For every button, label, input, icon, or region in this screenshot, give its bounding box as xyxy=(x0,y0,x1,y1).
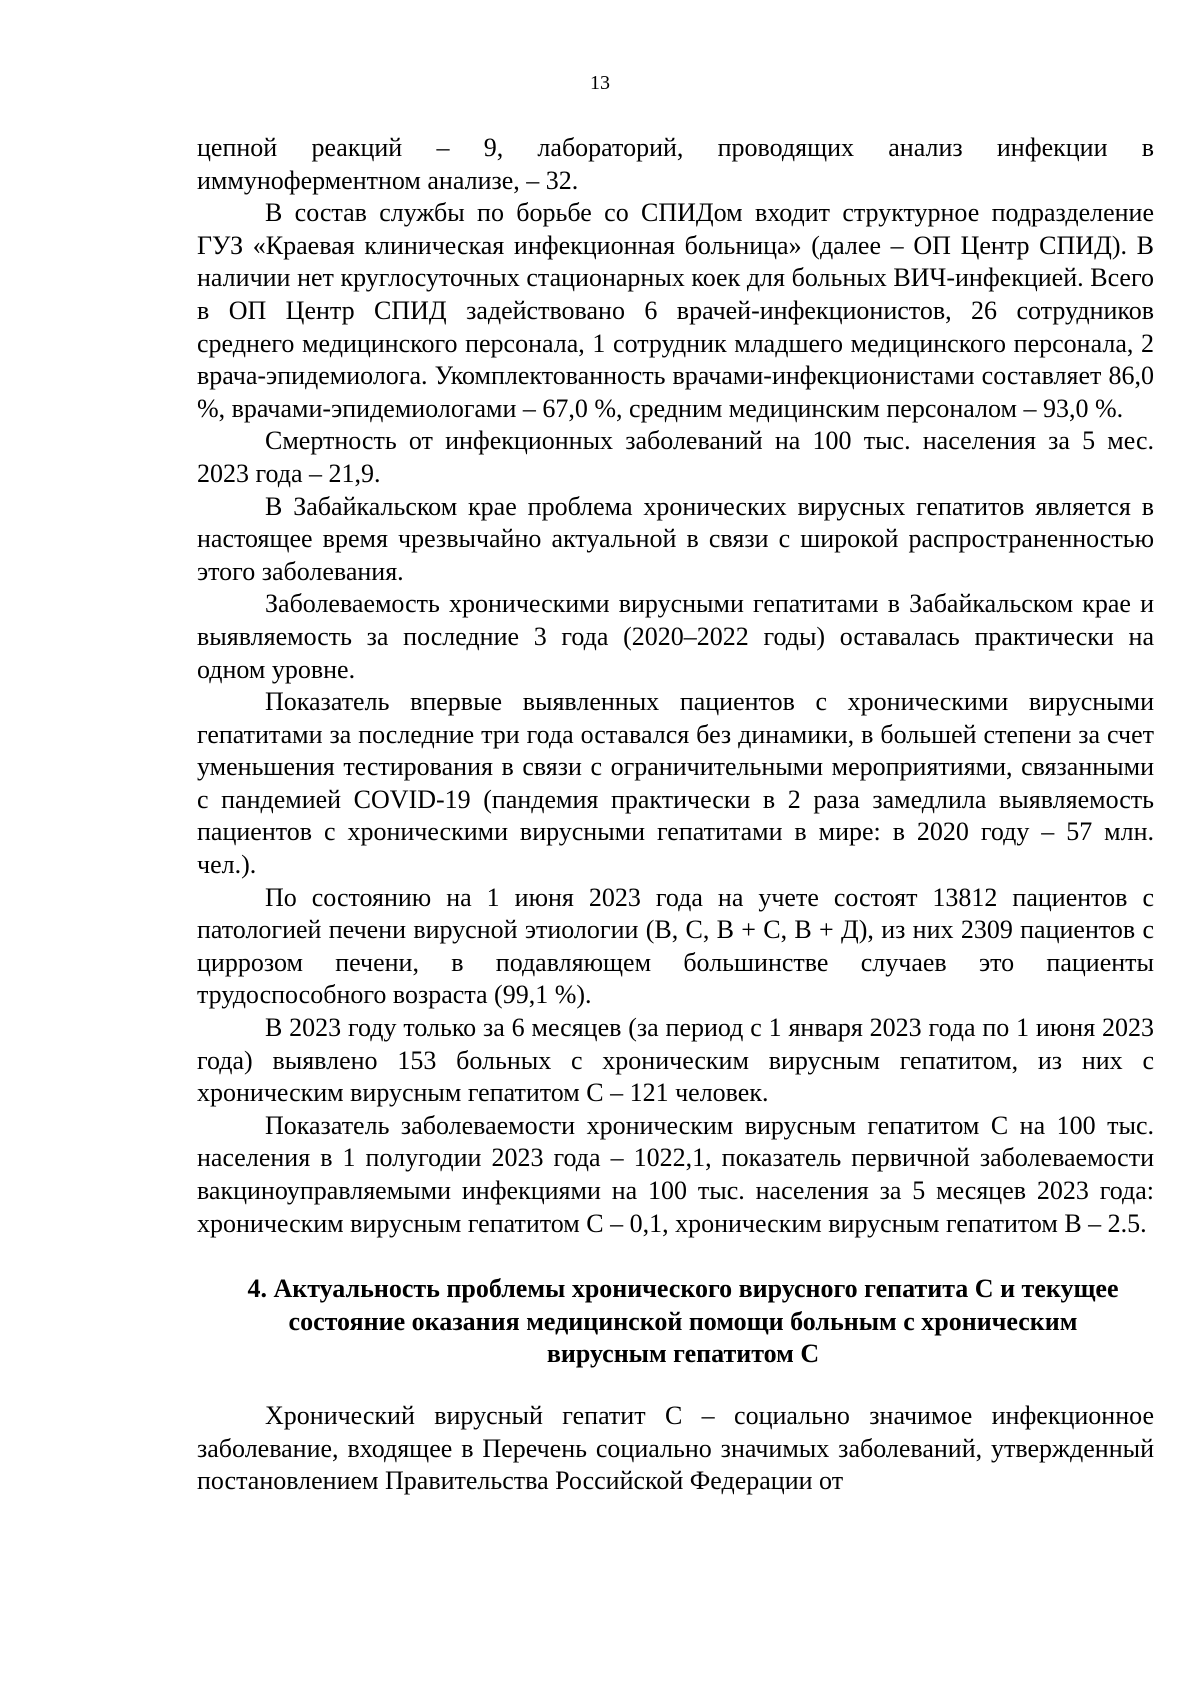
paragraph-mortality: Смертность от инфекционных заболеваний на 100 тыс. населения за 5 мес. 2023 года – 21,9. xyxy=(197,426,1154,488)
paragraph-new-patients: Показатель впервые выявленных пациентов с хроническими вирусными гепатитами за последние три года оставался без динамики, в большей степени за счет уменьшения тестирования в связи с ограничительными мероприятиями, связанными с пандемией COVID-19 (пандемия практически в 2 раза замедлила выявляемость пациентов с хроническими вирусными гепатитами в мире: в 2020 году – 57 млн. чел.). xyxy=(197,687,1154,880)
paragraph-2023-detected: В 2023 году только за 6 месяцев (за период с 1 января 2023 года по 1 июня 2023 года) выявлено 153 больных с хроническим вирусным гепатитом, из них с хроническим вирусным гепатитом С – 121 человек. xyxy=(197,1013,1154,1108)
section-heading: 4. Актуальность проблемы хронического вирусного гепатита С и текущее состояние оказания медицинской помощи больным с хроническим вирусным гепатитом С xyxy=(247,1274,1119,1369)
paragraph-incidence: Заболеваемость хроническими вирусными гепатитами в Забайкальском крае и выявляемость за последние 3 года (2020–2022 годы) оставалась практически на одном уровне. xyxy=(197,589,1154,684)
paragraph-section-intro: Хронический вирусный гепатит С – социально значимое инфекционное заболевание, входящее в Перечень социально значимых заболеваний, утвержденный постановлением Правительства Российской Федерации от xyxy=(197,1400,1154,1496)
paragraph-continuation: цепной реакций – 9, лабораторий, проводящих анализ инфекции в иммуноферментном анализе, – 32. xyxy=(197,133,1154,195)
page-number: 13 xyxy=(590,72,610,94)
paragraph-hepatitis-problem: В Забайкальском крае проблема хронических вирусных гепатитов является в настоящее время чрезвычайно актуальной в связи с широкой распространенностью этого заболевания. xyxy=(197,491,1154,586)
paragraph-aids-service: В состав службы по борьбе со СПИДом входит структурное подразделение ГУЗ «Краевая клиническая инфекционная больница» (далее – ОП Центр СПИД). В наличии нет круглосуточных стационарных коек для больных ВИЧ-инфекцией. Всего в ОП Центр СПИД задействовано 6 врачей-инфекционистов, 26 сотрудников среднего медицинского персонала, 1 сотрудник младшего медицинского персонала, 2 врача-эпидемиолога. Укомплектованность врачами-инфекционистами составляет 86,0 %, врачами-эпидемиологами – 67,0 %, средним медицинским персоналом – 93,0 %. xyxy=(197,198,1154,423)
paragraph-registered-patients: По состоянию на 1 июня 2023 года на учете состоят 13812 пациентов с патологией печени вирусной этиологии (В, С, В + С, В + Д), из них 2309 пациентов с циррозом печени, в подавляющем большинстве случаев это пациенты трудоспособного возраста (99,1 %). xyxy=(197,882,1154,1010)
paragraph-incidence-rate: Показатель заболеваемости хроническим вирусным гепатитом С на 100 тыс. населения в 1 полугодии 2023 года – 1022,1, показатель первичной заболеваемости вакциноуправляемыми инфекциями на 100 тыс. населения за 5 месяцев 2023 года: хроническим вирусным гепатитом С – 0,1, хроническим вирусным гепатитом В – 2.5. xyxy=(197,1110,1154,1238)
document-body xyxy=(197,132,1154,1498)
